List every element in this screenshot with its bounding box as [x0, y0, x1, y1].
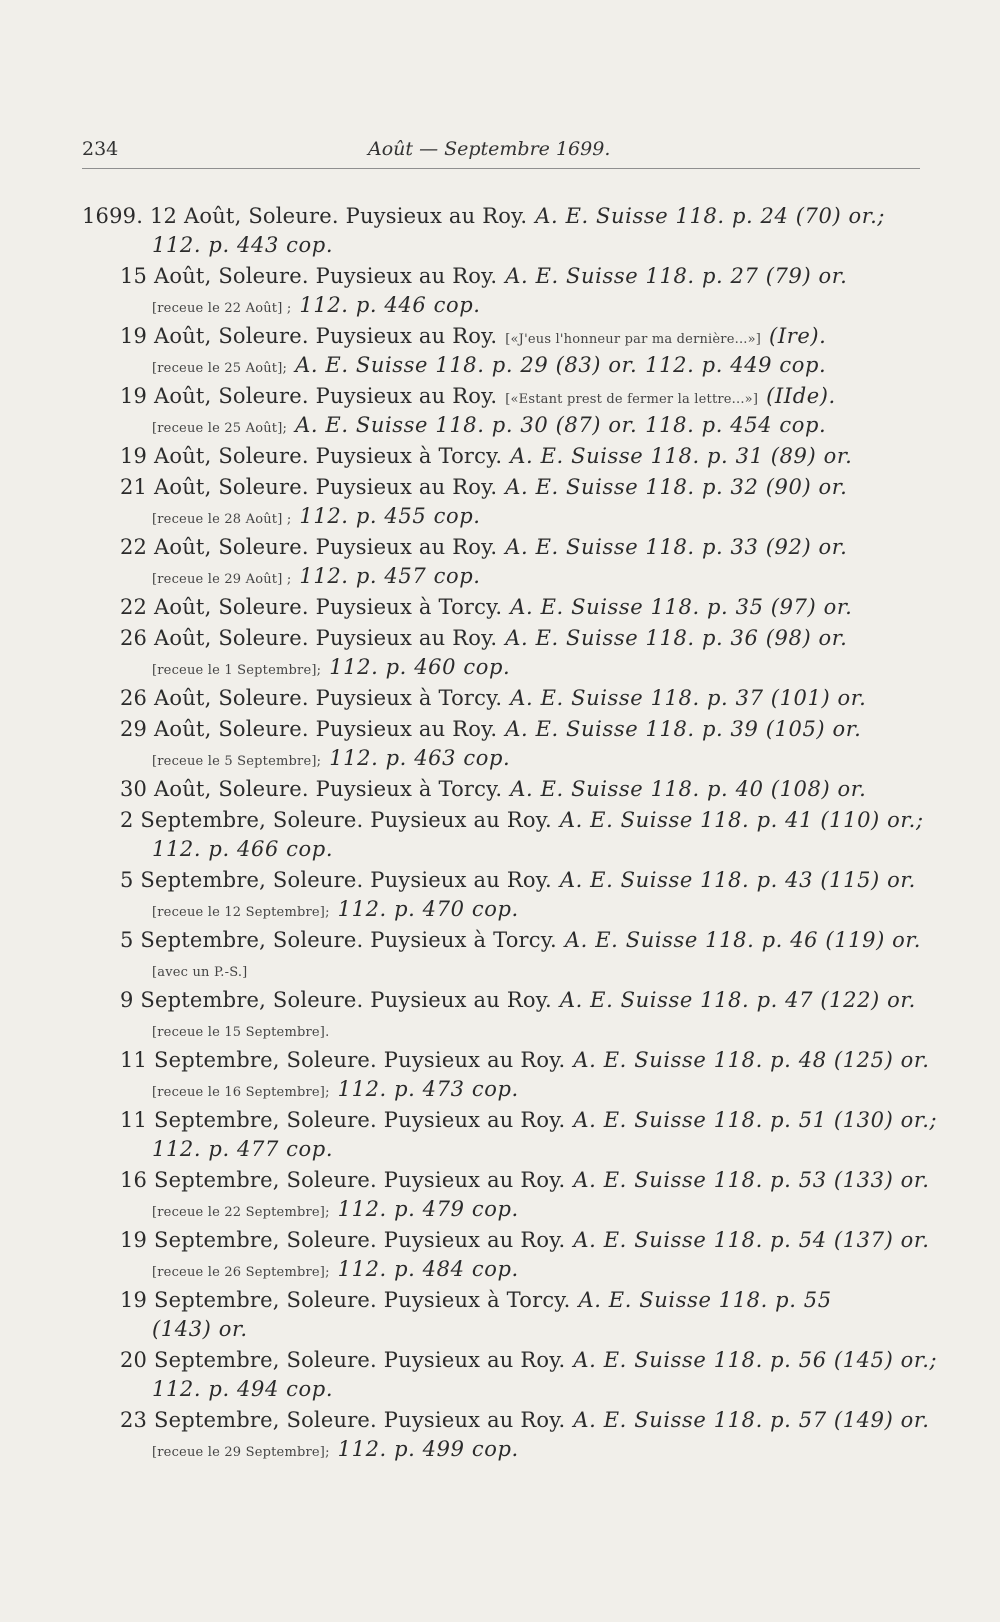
entry-list	[82, 202, 938, 1466]
entry-heading: 19 Août, Soleure. Puysieux au Roy.	[120, 384, 498, 408]
entry-reference: 118. p. 454 cop.	[645, 413, 827, 437]
entry-heading: 26 Août, Soleure. Puysieux au Roy.	[120, 626, 498, 650]
entry-note: [receue le 22 Septembre];	[152, 1205, 330, 1220]
entry-continuation	[82, 895, 934, 924]
entry-line	[82, 1286, 934, 1315]
entry-continuation	[82, 562, 934, 591]
entry-continuation	[82, 1015, 934, 1044]
entry-reference: A. E. Suisse 118. p. 47 (122) or.	[559, 988, 916, 1012]
entry-heading: 20 Septembre, Soleure. Puysieux au Roy.	[120, 1348, 566, 1372]
entry-heading: 30 Août, Soleure. Puysieux à Torcy.	[120, 777, 503, 801]
list-item	[82, 775, 934, 804]
entry-reference: A. E. Suisse 118. p. 55	[578, 1288, 832, 1312]
entry-heading: 1699. 12 Août, Soleure. Puysieux au Roy.	[82, 204, 528, 228]
entry-continuation	[82, 1435, 934, 1464]
entry-continuation	[82, 744, 934, 773]
entry-reference: A. E. Suisse 118. p. 32 (90) or.	[505, 475, 848, 499]
page-header	[82, 134, 920, 169]
entry-reference: 112. p. 449 cop.	[645, 353, 827, 377]
entry-reference: A. E. Suisse 118. p. 48 (125) or.	[573, 1048, 930, 1072]
entry-heading: 21 Août, Soleure. Puysieux au Roy.	[120, 475, 498, 499]
list-item	[82, 442, 934, 471]
entry-line	[82, 533, 934, 562]
list-item	[82, 986, 934, 1044]
entry-note: [avec un P.-S.]	[152, 965, 248, 980]
entry-line	[82, 593, 934, 622]
entry-note: [receue le 25 Août];	[152, 421, 288, 436]
entry-line	[82, 322, 934, 351]
entry-reference: 112. p. 457 cop.	[299, 564, 481, 588]
entry-heading: 19 Août, Soleure. Puysieux au Roy.	[120, 324, 498, 348]
list-item	[82, 1106, 938, 1164]
entry-reference: A. E. Suisse 118. p. 33 (92) or.	[505, 535, 848, 559]
entry-continuation	[82, 502, 934, 531]
entry-note: [receue le 22 Août] ;	[152, 301, 292, 316]
list-item	[82, 322, 934, 380]
entry-reference: A. E. Suisse 118. p. 27 (79) or.	[505, 264, 848, 288]
entry-continuation	[82, 291, 934, 320]
entry-continuation	[82, 351, 934, 380]
entry-reference: 112. p. 455 cop.	[299, 504, 481, 528]
entry-note: [receue le 29 Août] ;	[152, 572, 292, 587]
entry-line	[82, 262, 934, 291]
list-item	[82, 262, 934, 320]
entry-reference: 112. p. 499 cop.	[337, 1437, 519, 1461]
entry-reference: 112. p. 466 cop.	[152, 837, 334, 861]
entry-heading: 22 Août, Soleure. Puysieux au Roy.	[120, 535, 498, 559]
entry-continuation	[82, 1375, 934, 1404]
entry-heading: 26 Août, Soleure. Puysieux à Torcy.	[120, 686, 503, 710]
running-title: Août — Septembre 1699.	[368, 138, 611, 160]
list-item	[82, 1406, 934, 1464]
entry-note: [«Estant prest de fermer la lettre...»]	[505, 392, 759, 407]
entry-note: [receue le 1 Septembre];	[152, 663, 322, 678]
entry-reference: A. E. Suisse 118. p. 36 (98) or.	[505, 626, 848, 650]
entry-reference: A. E. Suisse 118. p. 41 (110) or.;	[559, 808, 924, 832]
entry-reference: A. E. Suisse 118. p. 29 (83) or.	[295, 353, 638, 377]
entry-line	[82, 473, 934, 502]
entry-reference: 112. p. 479 cop.	[337, 1197, 519, 1221]
entry-reference: A. E. Suisse 118. p. 24 (70) or.;	[535, 204, 886, 228]
list-item	[82, 593, 934, 622]
entry-continuation	[82, 955, 934, 984]
entry-line	[82, 1226, 934, 1255]
entry-reference: A. E. Suisse 118. p. 35 (97) or.	[510, 595, 853, 619]
list-item	[82, 624, 934, 682]
entry-heading: 11 Septembre, Soleure. Puysieux au Roy.	[120, 1048, 566, 1072]
entry-reference: 112. p. 470 cop.	[337, 897, 519, 921]
entry-line	[82, 775, 934, 804]
entry-heading: 29 Août, Soleure. Puysieux au Roy.	[120, 717, 498, 741]
entry-heading: 9 Septembre, Soleure. Puysieux au Roy.	[120, 988, 552, 1012]
entry-note: [receue le 5 Septembre];	[152, 754, 322, 769]
entry-reference: 112. p. 484 cop.	[337, 1257, 519, 1281]
entry-reference: (IIde).	[766, 384, 836, 408]
entry-reference: 112. p. 494 cop.	[152, 1377, 334, 1401]
entry-reference: (143) or.	[152, 1317, 248, 1341]
entry-note: [«J'eus l'honneur par ma dernière...»]	[505, 332, 762, 347]
entry-note: [receue le 25 Août];	[152, 361, 288, 376]
entry-line	[82, 806, 934, 835]
entry-heading: 11 Septembre, Soleure. Puysieux au Roy.	[120, 1108, 566, 1132]
entry-reference: A. E. Suisse 118. p. 39 (105) or.	[505, 717, 862, 741]
entry-continuation	[82, 1135, 934, 1164]
entry-reference: A. E. Suisse 118. p. 56 (145) or.;	[573, 1348, 938, 1372]
entry-note: [receue le 12 Septembre];	[152, 905, 330, 920]
entry-continuation	[82, 231, 934, 260]
entry-line	[82, 1046, 934, 1075]
entry-heading: 23 Septembre, Soleure. Puysieux au Roy.	[120, 1408, 566, 1432]
entry-reference: A. E. Suisse 118. p. 37 (101) or.	[510, 686, 867, 710]
entry-note: [receue le 15 Septembre].	[152, 1025, 330, 1040]
entry-heading: 5 Septembre, Soleure. Puysieux au Roy.	[120, 868, 552, 892]
entry-line	[82, 1106, 938, 1135]
entry-line	[82, 382, 934, 411]
entry-heading: 2 Septembre, Soleure. Puysieux au Roy.	[120, 808, 552, 832]
entry-continuation	[82, 653, 934, 682]
entry-continuation	[82, 835, 934, 864]
entry-reference: A. E. Suisse 118. p. 53 (133) or.	[573, 1168, 930, 1192]
entry-line	[82, 202, 934, 231]
list-item	[82, 1346, 938, 1404]
list-item	[82, 382, 934, 440]
entry-continuation	[82, 1195, 934, 1224]
list-item	[82, 806, 934, 864]
entry-reference: 112. p. 443 cop.	[152, 233, 334, 257]
page-number: 234	[82, 138, 119, 160]
entry-reference: A. E. Suisse 118. p. 46 (119) or.	[564, 928, 922, 952]
entry-reference: 112. p. 463 cop.	[329, 746, 511, 770]
entry-continuation	[82, 1075, 934, 1104]
entry-reference: A. E. Suisse 118. p. 43 (115) or.	[559, 868, 916, 892]
entry-heading: 22 Août, Soleure. Puysieux à Torcy.	[120, 595, 503, 619]
entry-heading: 5 Septembre, Soleure. Puysieux à Torcy.	[120, 928, 557, 952]
list-item	[82, 533, 934, 591]
list-item	[82, 1046, 934, 1104]
entry-line	[82, 624, 934, 653]
entry-heading: 16 Septembre, Soleure. Puysieux au Roy.	[120, 1168, 566, 1192]
entry-heading: 19 Septembre, Soleure. Puysieux au Roy.	[120, 1228, 566, 1252]
entry-line	[82, 1406, 934, 1435]
entry-line	[82, 866, 934, 895]
entry-reference: 112. p. 477 cop.	[152, 1137, 334, 1161]
entry-reference: (Ire).	[769, 324, 827, 348]
entry-line	[82, 684, 934, 713]
entry-note: [receue le 28 Août] ;	[152, 512, 292, 527]
entry-continuation	[82, 1315, 934, 1344]
entry-reference: A. E. Suisse 118. p. 31 (89) or.	[510, 444, 853, 468]
list-item	[82, 202, 934, 260]
entry-line	[82, 442, 934, 471]
entry-reference: 112. p. 473 cop.	[337, 1077, 519, 1101]
list-item	[82, 1286, 934, 1344]
list-item	[82, 1166, 934, 1224]
entry-note: [receue le 16 Septembre];	[152, 1085, 330, 1100]
entry-reference: A. E. Suisse 118. p. 30 (87) or.	[295, 413, 638, 437]
list-item	[82, 473, 934, 531]
entry-heading: 19 Septembre, Soleure. Puysieux à Torcy.	[120, 1288, 571, 1312]
entry-continuation	[82, 1255, 934, 1284]
list-item	[82, 1226, 934, 1284]
entry-reference: 112. p. 446 cop.	[299, 293, 481, 317]
entry-reference: A. E. Suisse 118. p. 40 (108) or.	[510, 777, 867, 801]
list-item	[82, 926, 934, 984]
entry-continuation	[82, 411, 934, 440]
entry-line	[82, 1346, 938, 1375]
entry-heading: 19 Août, Soleure. Puysieux à Torcy.	[120, 444, 503, 468]
entry-note: [receue le 29 Septembre];	[152, 1445, 330, 1460]
entry-reference: 112. p. 460 cop.	[329, 655, 511, 679]
list-item	[82, 684, 934, 713]
entry-reference: A. E. Suisse 118. p. 57 (149) or.	[573, 1408, 930, 1432]
entry-line	[82, 926, 934, 955]
entry-line	[82, 986, 934, 1015]
entry-reference: A. E. Suisse 118. p. 54 (137) or.	[573, 1228, 930, 1252]
entry-heading: 15 Août, Soleure. Puysieux au Roy.	[120, 264, 498, 288]
entry-line	[82, 1166, 934, 1195]
list-item	[82, 715, 934, 773]
entry-line	[82, 715, 934, 744]
entry-note: [receue le 26 Septembre];	[152, 1265, 330, 1280]
list-item	[82, 866, 934, 924]
entry-reference: A. E. Suisse 118. p. 51 (130) or.;	[573, 1108, 938, 1132]
